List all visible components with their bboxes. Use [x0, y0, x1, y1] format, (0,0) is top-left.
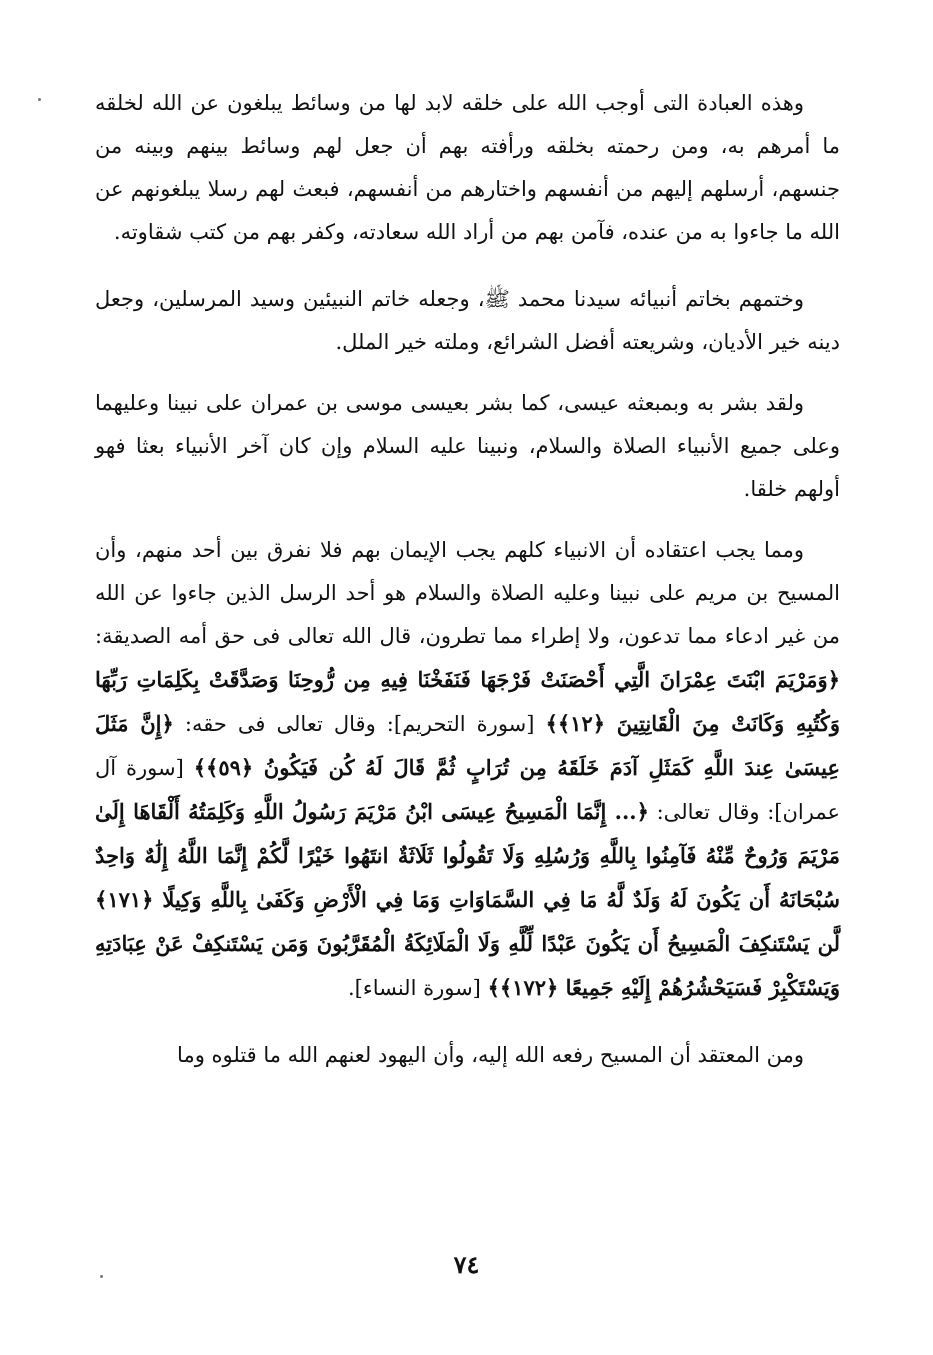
quran-verse-tahrim: ﴿وَمَرْيَمَ ابْنَتَ عِمْرَانَ الَّتِي أَحْصَنَتْ فَرْجَهَا فَنَفَخْنَا فِيهِ مِن رُّوحِنَا وَصَدَّقَتْ بِكَلِمَاتِ رَبِّهَا وَكُتُبِهِ وَكَانَتْ مِنَ الْقَانِتِينَ ﴿١٢﴾﴾ — [95, 667, 840, 736]
paragraph-1: وهذه العبادة التى أوجب الله على خلقه لابد لها من وسائط يبلغون عن الله لخلقه ما أمرهم به، ومن رحمته بخلقه ورأفته بهم أن جعل لهم وسائط بينهم وبينه من جنسهم، أرسلهم إليهم من أنفسهم واختارهم من أنفسهم، فبعث لهم رسلا يبلغونهم عن الله ما جاءوا به من عنده، فآمن بهم من أراد الله سعادته، وكفر بهم من كتب شقاوته. — [95, 91, 840, 244]
scan-speck — [100, 1275, 103, 1278]
paragraph-5: ومن المعتقد أن المسيح رفعه الله إليه، وأن اليهود لعنهم الله ما قتلوه وما — [177, 1043, 804, 1067]
paragraph-4 — [95, 529, 840, 1010]
page-number: ٧٤ — [453, 1250, 480, 1279]
surah-reference-nisa: [سورة النساء]. — [347, 976, 481, 1000]
paragraph-4-intro: ومما يجب اعتقاده أن الانبياء كلهم يجب الإيمان بهم فلا نفرق بين أحد منهم، وأن المسيح بن مريم على نبينا وعليه الصلاة والسلام هو أحد الرسل الذين جاءوا عن الله من غير ادعاء مما تدعون، ولا إطراء مما تطرون، قال الله تعالى فى حق أمه الصديقة: — [95, 538, 840, 648]
quran-verse-nisa: ﴿... إِنَّمَا الْمَسِيحُ عِيسَى ابْنُ مَرْيَمَ رَسُولُ اللَّهِ وَكَلِمَتُهُ أَلْقَاهَا إِلَىٰ مَرْيَمَ وَرُوحٌ مِّنْهُ فَآمِنُوا بِاللَّهِ وَرُسُلِهِ وَلَا تَقُولُوا ثَلَاثَةٌ انتَهُوا خَيْرًا لَّكُمْ إِنَّمَا اللَّهُ إِلَٰهٌ وَاحِدٌ سُبْحَانَهُ أَن يَكُونَ لَهُ وَلَدٌ لَّهُ مَا فِي السَّمَاوَاتِ وَمَا فِي الْأَرْضِ وَكَفَىٰ بِاللَّهِ وَكِيلًا ﴿١٧١﴾ لَّن يَسْتَنكِفَ الْمَسِيحُ أَن يَكُونَ عَبْدًا لِّلَّهِ وَلَا الْمَلَائِكَةُ الْمُقَرَّبُونَ وَمَن يَسْتَنكِفْ عَنْ عِبَادَتِهِ وَيَسْتَكْبِرْ فَسَيَحْشُرُهُمْ إِلَيْهِ جَمِيعًا ﴿١٧٢﴾﴾ — [95, 799, 840, 1000]
scan-speck — [38, 98, 41, 101]
surah-reference-al-imran: [سورة آل عمران]: وقال تعالى: — [95, 756, 840, 824]
quran-verse-al-imran: ﴿إِنَّ مَثَلَ عِيسَىٰ عِندَ اللَّهِ كَمَثَلِ آدَمَ خَلَقَهُ مِن تُرَابٍ ثُمَّ قَالَ لَهُ كُن فَيَكُونُ ﴿٥٩﴾﴾ — [95, 711, 840, 780]
page-body-text — [95, 82, 840, 1101]
paragraph-3: ولقد بشر به وبمبعثه عيسى، كما بشر بعيسى موسى بن عمران على نبينا وعليهما وعلى جميع الأنبياء الصلاة والسلام، ونبينا عليه السلام وإن كان آخر الأنبياء بعثا فهو أولهم خلقا. — [95, 391, 840, 501]
surah-reference-tahrim: [سورة التحريم]: وقال تعالى فى حقه: — [184, 712, 535, 736]
paragraph-2: وختمهم بخاتم أنبيائه سيدنا محمد ﷺ، وجعله خاتم النبيئين وسيد المرسلين، وجعل دينه خير الأديان، وشريعته أفضل الشرائع، وملته خير الملل. — [95, 287, 840, 354]
